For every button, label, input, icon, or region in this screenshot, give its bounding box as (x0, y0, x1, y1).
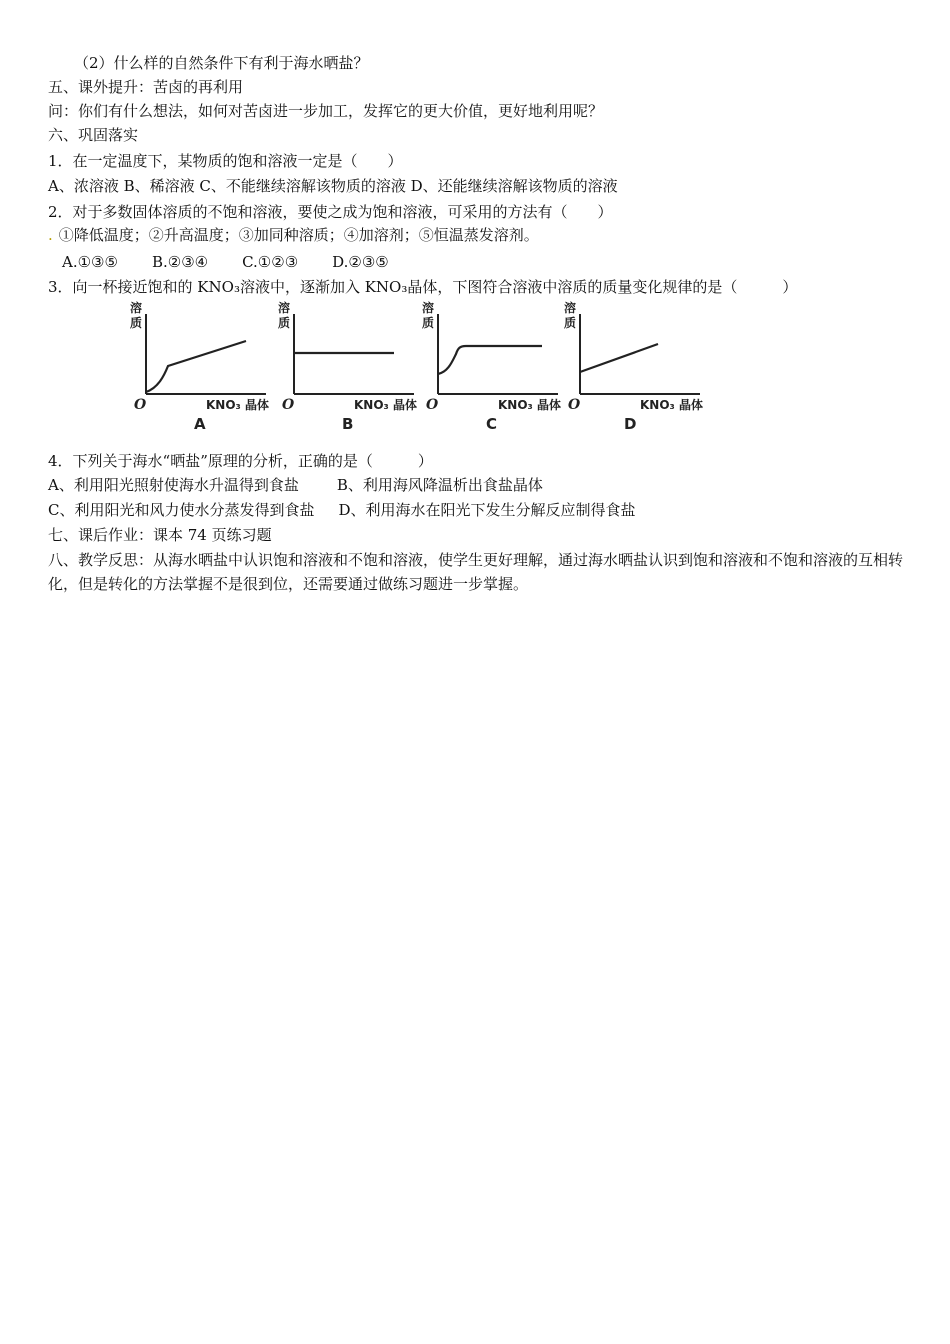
option-d: D、利用海水在阳光下发生分解反应制得食盐 (338, 501, 636, 519)
question-2-options (62, 251, 423, 273)
section-five-heading: 五、课外提升：苦卤的再利用 (48, 78, 244, 96)
question-sub-2: （2）什么样的自然条件下有利于海水晒盐？ (74, 54, 369, 72)
section-six-heading: 六、巩固落实 (48, 126, 139, 144)
graph-a (128, 296, 278, 446)
y-label-bottom: 质 (564, 316, 577, 330)
origin-label: O (568, 397, 581, 413)
curve (146, 341, 246, 392)
question-4-options-cd (48, 499, 636, 521)
x-label: KNO₃ 晶体 (206, 398, 269, 412)
section-eight: 八、教学反思：从海水晒盐中认识饱和溶液和不饱和溶液，使学生更好理解，通过海水晒盐认识到饱和溶液和不饱和溶液的互相转化，但是转化的方法掌握不是很到位，还需要通过做练习题进一步掌握。 (48, 551, 904, 593)
option-a: A.①③⑤ (62, 253, 118, 271)
x-label: KNO₃ 晶体 (498, 398, 561, 412)
section-seven: 七、课后作业：课本 74 页练习题 (48, 526, 272, 544)
y-label-bottom: 质 (130, 316, 143, 330)
graph-letter: B (342, 415, 354, 433)
curve (438, 346, 542, 374)
question-1: 1．在一定温度下，某物质的饱和溶液一定是（ ） (48, 152, 403, 170)
question-2-conditions-text: ①降低温度；②升高温度；③加同种溶质；④加溶剂；⑤恒温蒸发溶剂。 (58, 226, 539, 244)
y-label-top: 溶 (130, 301, 143, 315)
graph-b (276, 296, 426, 446)
x-label: KNO₃ 晶体 (640, 398, 703, 412)
option-b: B、利用海风降温析出食盐晶体 (336, 476, 543, 494)
graph-c (420, 296, 570, 446)
question-2-conditions (48, 224, 539, 246)
y-label-top: 溶 (278, 301, 291, 315)
origin-label: O (134, 397, 147, 413)
question-2: 2．对于多数固体溶质的不饱和溶液，要使之成为饱和溶液，可采用的方法有（ ） (48, 203, 613, 221)
x-label: KNO₃ 晶体 (354, 398, 417, 412)
y-label-top: 溶 (564, 301, 577, 315)
section-five-question: 问：你们有什么想法，如何对苦卤进一步加工，发挥它的更大价值，更好地利用呢？ (48, 102, 604, 120)
origin-label: O (282, 397, 295, 413)
option-c: C.①②③ (242, 253, 299, 271)
question-4-options-ab (48, 474, 543, 496)
question-3: 3．向一杯接近饱和的 KNO₃溶液中，逐渐加入 KNO₃晶体，下图符合溶液中溶质的质量变化规律的是（ ） (48, 278, 798, 296)
question-4: 4．下列关于海水“晒盐”原理的分析，正确的是（ ） (48, 452, 433, 470)
y-label-top: 溶 (422, 301, 435, 315)
origin-label: O (426, 397, 439, 413)
graph-letter: C (486, 415, 498, 433)
curve (580, 344, 658, 372)
option-d: D.②③⑤ (332, 253, 389, 271)
graph-letter: D (624, 415, 637, 433)
y-label-bottom: 质 (422, 316, 435, 330)
y-label-bottom: 质 (278, 316, 291, 330)
graph-letter: A (194, 415, 206, 433)
option-b: B.②③④ (151, 253, 209, 271)
graph-d (562, 296, 712, 446)
marker-dot: . (48, 226, 53, 244)
option-a: A、利用阳光照射使海水升温得到食盐 (48, 476, 299, 494)
option-c: C、利用阳光和风力使水分蒸发得到食盐 (48, 501, 315, 519)
question-1-options: A、浓溶液 B、稀溶液 C、不能继续溶解该物质的溶液 D、还能继续溶解该物质的溶液 (48, 177, 618, 195)
